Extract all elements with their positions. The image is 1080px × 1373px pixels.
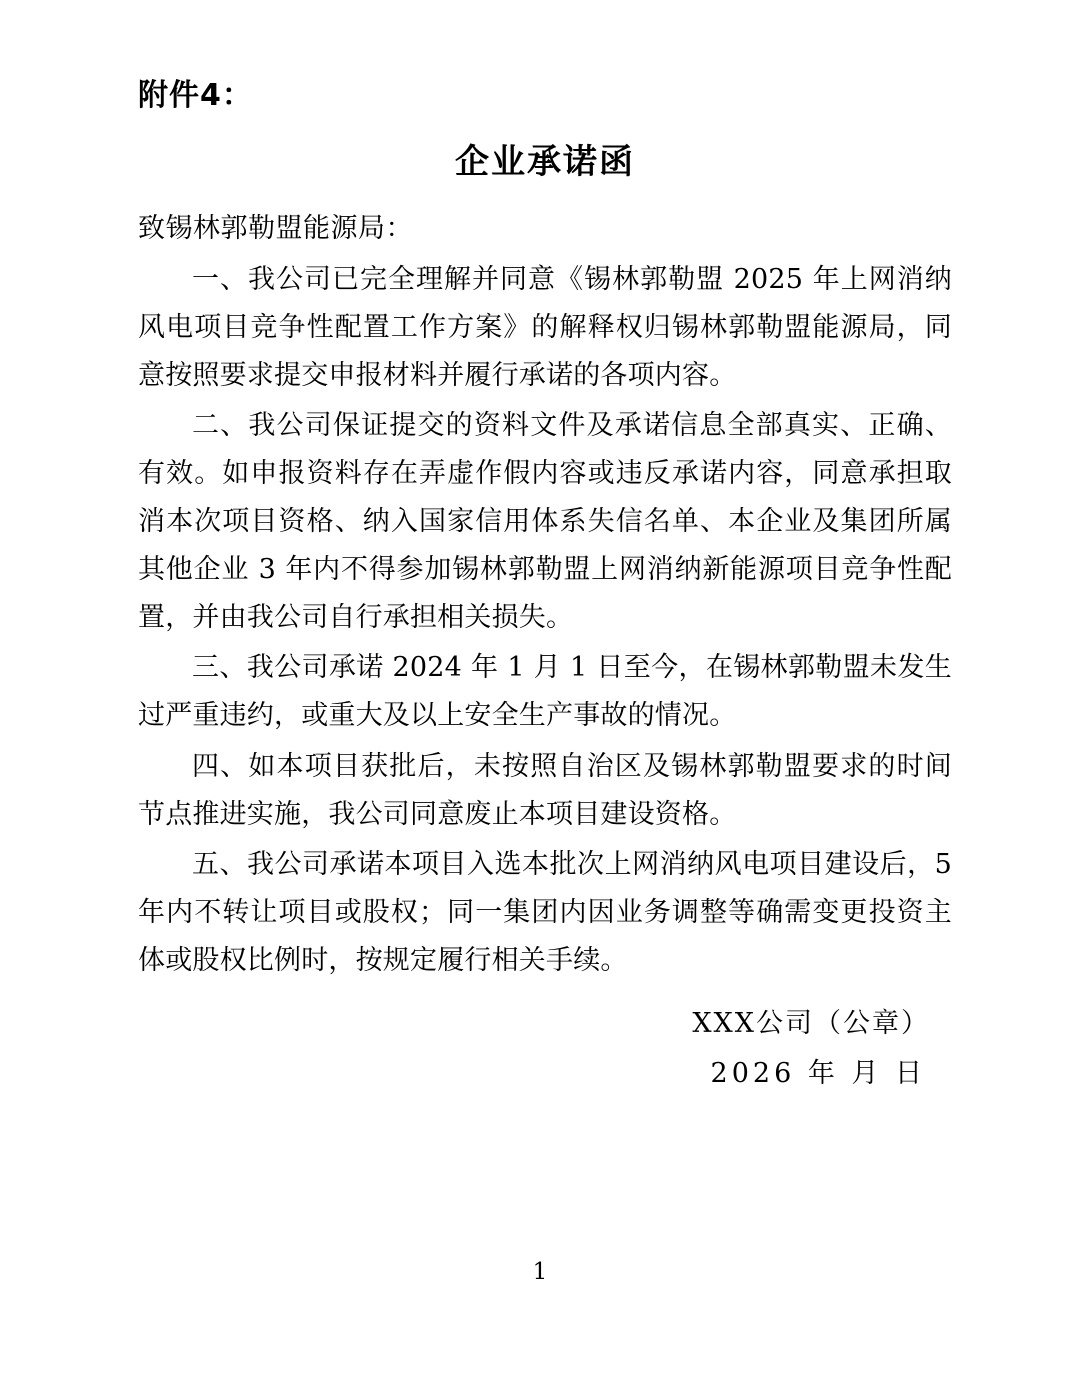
attachment-label: 附件4：: [138, 78, 253, 113]
signature-block: [138, 999, 952, 1099]
paragraph-1: 一、我公司已完全理解并同意《锡林郭勒盟 2025 年上网消纳风电项目竞争性配置工作方案》的解释权归锡林郭勒盟能源局，同意按照要求提交申报材料并履行承诺的各项内容。: [138, 264, 952, 392]
paragraph-2: 二、我公司保证提交的资料文件及承诺信息全部真实、正确、有效。如申报资料存在弄虚作假内容或违反承诺内容，同意承担取消本次项目资格、纳入国家信用体系失信名单、本企业及集团所属其他企业 3 年内不得参加锡林郭勒盟上网消纳新能源项目竞争性配置，并由我公司自行承担相关损失。: [138, 410, 952, 634]
page-title: 企业承诺函: [455, 142, 635, 182]
signature-company: XXX公司（公章）: [692, 1007, 930, 1039]
signature-date: 2026 年 月 日: [710, 1057, 926, 1089]
paragraph-5: 五、我公司承诺本项目入选本批次上网消纳风电项目建设后，5 年内不转让项目或股权；同一集团内因业务调整等确需变更投资主体或股权比例时，按规定履行相关手续。: [138, 848, 952, 976]
paragraph-4: 四、如本项目获批后，未按照自治区及锡林郭勒盟要求的时间节点推进实施，我公司同意废止本项目建设资格。: [138, 750, 952, 830]
salutation: 致锡林郭勒盟能源局：: [138, 213, 413, 245]
paragraph-3: 三、我公司承诺 2024 年 1 月 1 日至今，在锡林郭勒盟未发生过严重违约，或重大及以上安全生产事故的情况。: [138, 652, 952, 732]
page-number: 1: [532, 1259, 548, 1285]
